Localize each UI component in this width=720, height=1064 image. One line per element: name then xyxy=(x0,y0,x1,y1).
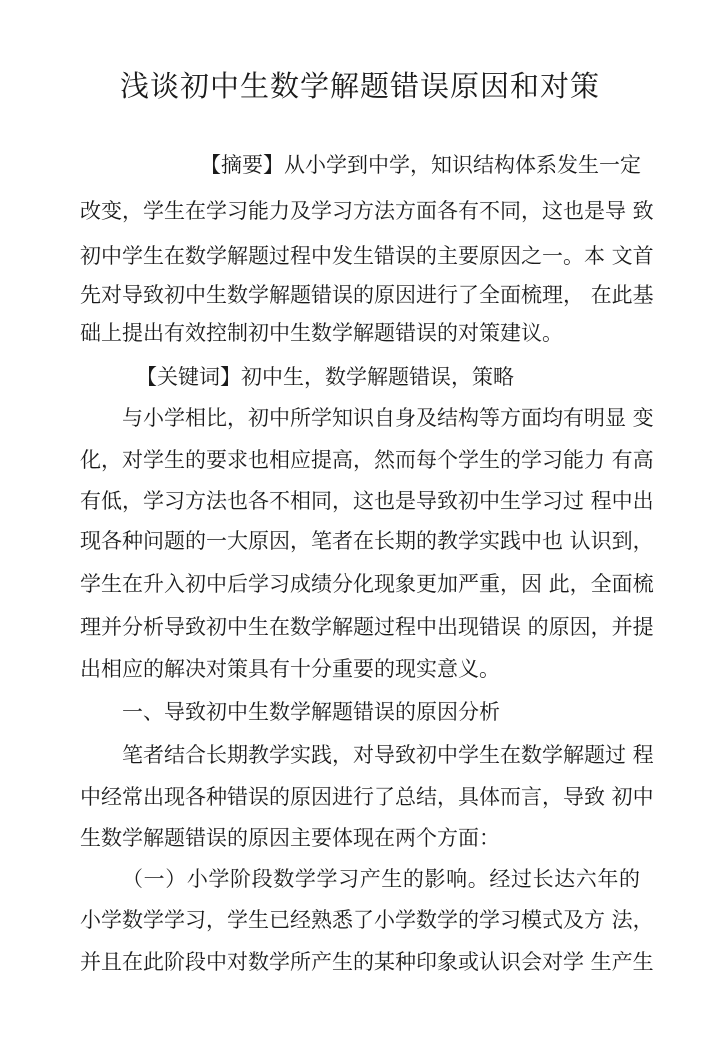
abstract-line-3: 初中学生在数学解题过程中发生错误的主要原因之一。本 文首 xyxy=(80,244,654,268)
paragraph-line: 生数学解题错误的原因主要体现在两个方面： xyxy=(80,826,500,850)
paragraph-line: 化，对学生的要求也相应提高，然而每个学生的学习能力 有高 xyxy=(80,448,654,472)
paragraph-line: 理并分析导致初中生在数学解题过程中出现错误 的原因，并提 xyxy=(80,615,654,639)
section-heading: 一、导致初中生数学解题错误的原因分析 xyxy=(122,700,500,724)
abstract-line-4: 先对导致初中生数学解题错误的原因进行了全面梳理， 在此基 xyxy=(80,283,654,307)
abstract-line-2: 改变，学生在学习能力及学习方法方面各有不同，这也是导 致 xyxy=(80,199,654,223)
paragraph-line: 小学数学学习，学生已经熟悉了小学数学的学习模式及方 法， xyxy=(80,908,654,932)
paragraph-line: 现各种问题的一大原因，笔者在长期的教学实践中也 认识到， xyxy=(80,529,654,553)
paragraph-line: 有低，学习方法也各不相同，这也是导致初中生学习过 程中出 xyxy=(80,489,654,513)
paragraph-line: 与小学相比，初中所学知识自身及结构等方面均有明显 变 xyxy=(122,406,654,430)
paragraph-line: 笔者结合长期教学实践，对导致初中学生在数学解题过 程 xyxy=(122,743,654,767)
paragraph-line: 并且在此阶段中对数学所产生的某种印象或认识会对学 生产生 xyxy=(80,950,654,974)
paragraph-line: （一）小学阶段数学学习产生的影响。经过长达六年的 xyxy=(122,867,640,891)
paragraph-line: 学生在升入初中后学习成绩分化现象更加严重，因 此，全面梳 xyxy=(80,572,654,596)
page-title: 浅谈初中生数学解题错误原因和对策 xyxy=(119,69,600,103)
abstract-line-5: 础上提出有效控制初中生数学解题错误的对策建议。 xyxy=(80,321,563,345)
abstract-line-1: 【摘要】从小学到中学，知识结构体系发生一定 xyxy=(200,153,641,177)
keywords-line: 【关键词】初中生，数学解题错误，策略 xyxy=(136,365,514,389)
paragraph-line: 出相应的解决对策具有十分重要的现实意义。 xyxy=(80,657,500,681)
paragraph-line: 中经常出现各种错误的原因进行了总结，具体而言，导致 初中 xyxy=(80,785,654,809)
